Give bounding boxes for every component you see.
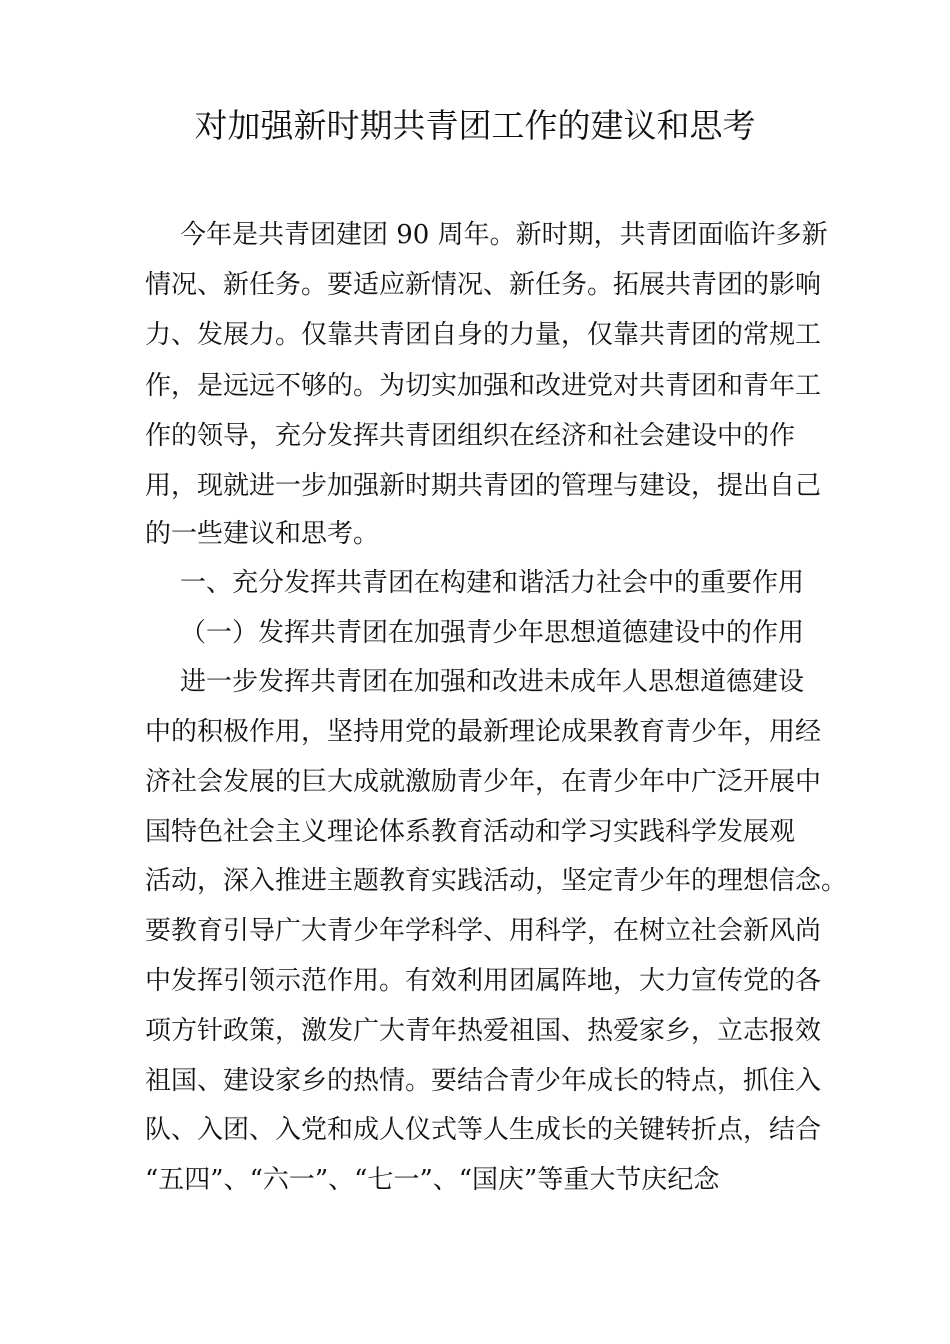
paragraph-2-line-8: 项方针政策，激发广大青年热爱祖国、热爱家乡，立志报效 [145,1016,822,1046]
paragraph-1-line-3: 力、发展力。仅靠共青团自身的力量，仅靠共青团的常规工 [145,320,822,350]
section-heading-1: 一、充分发挥共青团在构建和谐活力社会中的重要作用 [180,568,805,598]
paragraph-1-line-6: 用，现就进一步加强新时期共青团的管理与建设，提出自己 [145,471,822,501]
paragraph-2-line-10: 队、入团、入党和成人仪式等人生成长的关键转折点，结合 [145,1115,822,1145]
document-title: 对加强新时期共青团工作的建议和思考 [194,106,756,145]
paragraph-1-line-5: 作的领导，充分发挥共青团组织在经济和社会建设中的作 [145,421,796,451]
paragraph-2-line-1: 进一步发挥共青团在加强和改进未成年人思想道德建设 [180,667,805,697]
paragraph-2-line-3: 济社会发展的巨大成就激励青少年，在青少年中广泛开展中 [145,767,822,797]
paragraph-1-line-1: 今年是共青团建团 90 周年。新时期，共青团面临许多新 [180,220,828,250]
paragraph-1-line-2: 情况、新任务。要适应新情况、新任务。拓展共青团的影响 [145,270,822,300]
paragraph-2-line-6: 要教育引导广大青少年学科学、用科学，在树立社会新风尚 [145,916,822,946]
paragraph-2-line-2: 中的积极作用，坚持用党的最新理论成果教育青少年，用经 [145,717,822,747]
subsection-heading-1: （一）发挥共青团在加强青少年思想道德建设中的作用 [180,618,805,648]
paragraph-2-line-11: “五四”、“六一”、“七一”、“国庆”等重大节庆纪念 [145,1165,720,1195]
paragraph-2-line-4: 国特色社会主义理论体系教育活动和学习实践科学发展观 [145,817,796,847]
paragraph-1-line-7: 的一些建议和思考。 [145,519,380,549]
paragraph-2-line-5: 活动，深入推进主题教育实践活动，坚定青少年的理想信念。 [145,866,848,896]
paragraph-1-line-4: 作，是远远不够的。为切实加强和改进党对共青团和青年工 [145,371,822,401]
paragraph-2-line-9: 祖国、建设家乡的热情。要结合青少年成长的特点，抓住入 [145,1066,822,1096]
paragraph-2-line-7: 中发挥引领示范作用。有效利用团属阵地，大力宣传党的各 [145,966,822,996]
